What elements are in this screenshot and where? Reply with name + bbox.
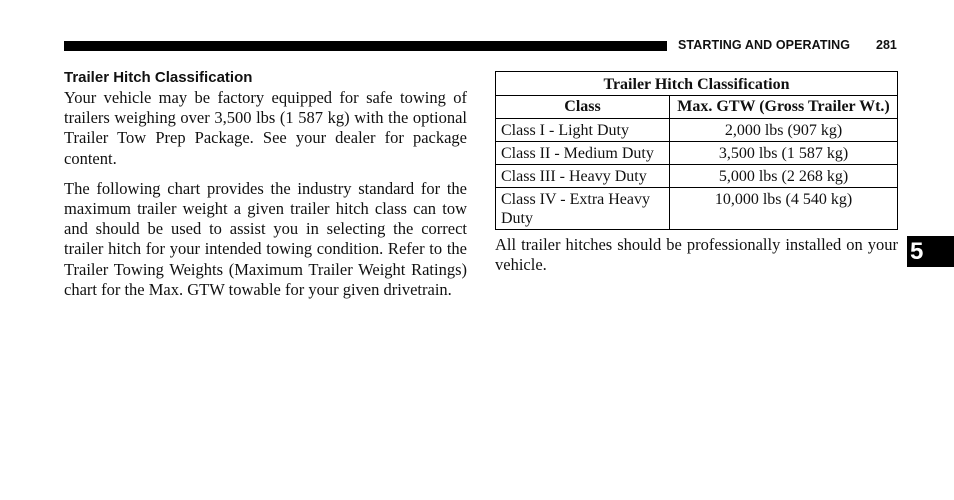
table-title: Trailer Hitch Classification bbox=[496, 72, 898, 96]
right-column bbox=[495, 71, 898, 275]
left-column bbox=[64, 68, 467, 300]
chart-explanation-paragraph: The following chart provides the industry standard for the maximum trailer weight a given trailer hitch class can tow and should be used to assist you in selecting the correct trailer hitch for your intended towing condition. Refer to the Trailer Towing Weights (Maximum Trailer Weight Ratings) chart for the Max. GTW towable for your given drivetrain. bbox=[64, 178, 467, 299]
gtw-cell: 2,000 lbs (907 kg) bbox=[670, 119, 898, 142]
hitch-classification-table bbox=[495, 71, 898, 230]
class-cell: Class III - Heavy Duty bbox=[496, 165, 670, 188]
class-cell: Class II - Medium Duty bbox=[496, 142, 670, 165]
table-row bbox=[496, 165, 898, 188]
table-row bbox=[496, 188, 898, 230]
column-header-gtw: Max. GTW (Gross Trailer Wt.) bbox=[670, 96, 898, 119]
page-number: 281 bbox=[876, 38, 897, 52]
class-cell: Class IV - Extra Heavy Duty bbox=[496, 188, 670, 230]
class-cell: Class I - Light Duty bbox=[496, 119, 670, 142]
gtw-cell: 3,500 lbs (1 587 kg) bbox=[670, 142, 898, 165]
header-rule bbox=[64, 41, 667, 51]
intro-paragraph: Your vehicle may be factory equipped for safe towing of trailers weighing over 3,500 lbs (1 587 kg) with the optional Trailer Tow Prep Package. See your dealer for package content. bbox=[64, 88, 467, 168]
installation-note: All trailer hitches should be professionally installed on your vehicle. bbox=[495, 235, 898, 275]
table-row bbox=[496, 119, 898, 142]
chapter-tab: 5 bbox=[907, 236, 954, 267]
gtw-cell: 5,000 lbs (2 268 kg) bbox=[670, 165, 898, 188]
gtw-cell: 10,000 lbs (4 540 kg) bbox=[670, 188, 898, 230]
column-header-class: Class bbox=[496, 96, 670, 119]
table-row bbox=[496, 142, 898, 165]
section-heading: Trailer Hitch Classification bbox=[64, 69, 253, 86]
running-header-section: STARTING AND OPERATING bbox=[678, 38, 851, 52]
